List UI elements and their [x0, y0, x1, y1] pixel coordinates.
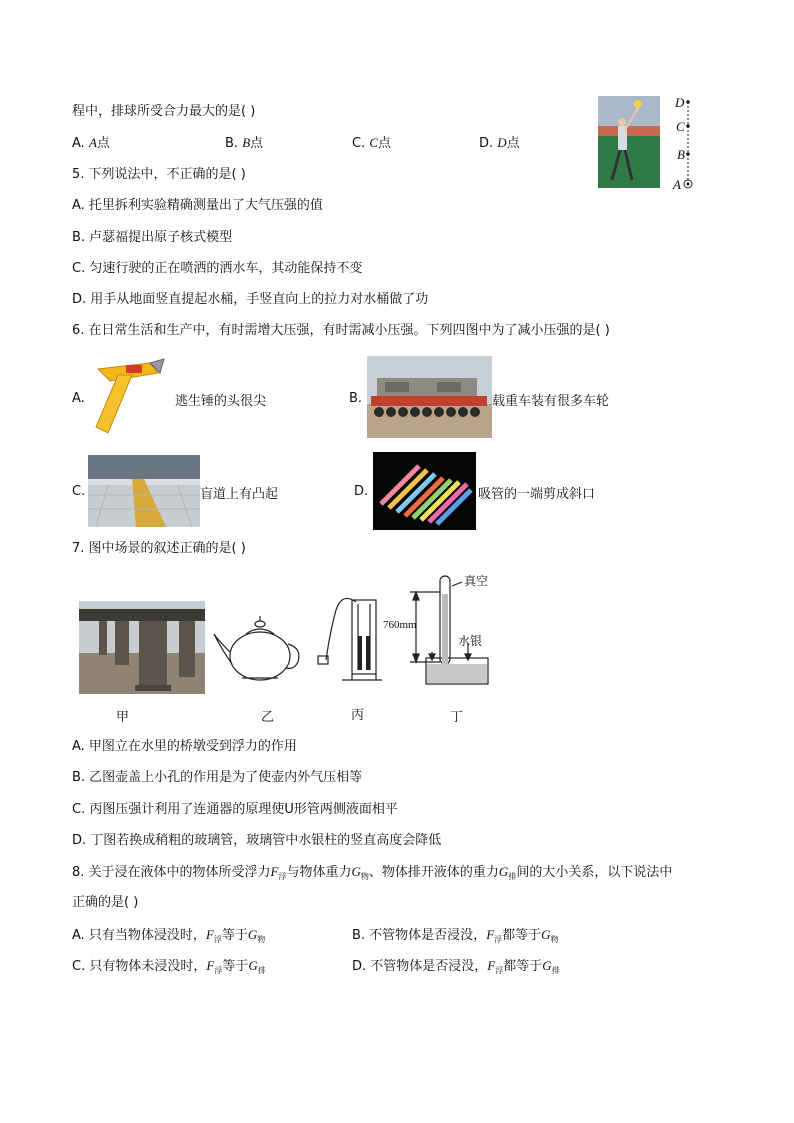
q6-option-a-caption: 逃生锤的头很尖: [175, 394, 267, 409]
q7-option-a: A. 甲图立在水里的桥墩受到浮力的作用: [72, 739, 297, 754]
q5-option-c: C. 匀速行驶的正在喷洒的洒水车，其动能保持不变: [72, 261, 363, 276]
q4-stem-tail: 程中，排球所受合力最大的是( ): [72, 104, 256, 119]
figure-label-yi: 乙: [261, 710, 275, 725]
vacuum-label: 真空: [464, 574, 489, 588]
q4-option-d: D. D点: [479, 135, 520, 151]
point-b-label: B: [677, 147, 685, 162]
q6-option-d-letter: D.: [354, 484, 369, 499]
heavy-truck-photo: [367, 356, 492, 438]
q8-option-c: C. 只有物体未浸没时，$F_浮$等于$G_排$: [72, 958, 266, 975]
height-760mm-label: 760mm: [383, 619, 417, 631]
q5-stem: 5. 下列说法中，不正确的是( ): [72, 167, 246, 182]
figure-label-ding: 丁: [450, 710, 464, 725]
q7-option-b: B. 乙图壶盖上小孔的作用是为了使壶内外气压相等: [72, 770, 363, 785]
tactile-paving-photo: [88, 455, 200, 527]
q5-option-b: B. 卢瑟福提出原子核式模型: [72, 230, 233, 245]
q8-option-a: A. 只有当物体浸没时，$F_浮$等于$G_物$: [72, 927, 266, 944]
bridge-pier-photo: [79, 601, 205, 694]
point-c-label: C: [676, 119, 685, 134]
q8-stem-line2: 正确的是( ): [72, 895, 139, 910]
figure-label-bing: 丙: [351, 708, 365, 723]
point-a-label: A: [673, 177, 681, 192]
escape-hammer-image: [88, 355, 176, 439]
q8-option-d: D. 不管物体是否浸没，$F_浮$都等于$G_排$: [352, 958, 560, 975]
q6-stem: 6. 在日常生活和生产中，有时需增大压强，有时需减小压强。下列四图中为了减小压强的是( ): [72, 323, 610, 338]
q7-option-c: C. 丙图压强计利用了连通器的原理使U形管两侧液面相平: [72, 802, 398, 817]
q5-option-d: D. 用手从地面竖直提起水桶，手竖直向上的拉力对水桶做了功: [72, 292, 429, 307]
q7-stem: 7. 图中场景的叙述正确的是( ): [72, 541, 246, 556]
q6-option-d-caption: 吸管的一端剪成斜口: [478, 487, 596, 502]
mercury-label: 水银: [458, 634, 483, 648]
q5-option-a: A. 托里拆利实验精确测量出了大气压强的值: [72, 198, 323, 213]
q4-option-c: C. C点: [352, 135, 392, 151]
volleyball-photo: [598, 96, 660, 188]
figure-label-jia: 甲: [116, 710, 130, 725]
q6-option-a-letter: A.: [72, 391, 85, 406]
q8-option-b: B. 不管物体是否浸没，$F_浮$都等于$G_物$: [352, 927, 559, 944]
q6-option-c-letter: C.: [72, 484, 86, 499]
colored-straws-photo: [373, 452, 476, 530]
q6-option-c-caption: 盲道上有凸起: [200, 487, 279, 502]
q6-option-b-letter: B.: [349, 391, 363, 406]
point-d-label: D: [675, 95, 685, 110]
q8-stem-line1: 8. 关于浸在液体中的物体所受浮力$F_浮$与物体重力$G_物$、物体排开液体的重力$G_排$间的大小关系，以下说法中: [72, 864, 673, 881]
q7-option-d: D. 丁图若换成稍粗的玻璃管，玻璃管中水银柱的竖直高度会降低: [72, 833, 442, 848]
q6-option-b-caption: 载重车装有很多车轮: [492, 394, 610, 409]
q4-option-b: B. B点: [225, 135, 264, 151]
q4-option-a: A. A点: [72, 135, 110, 151]
